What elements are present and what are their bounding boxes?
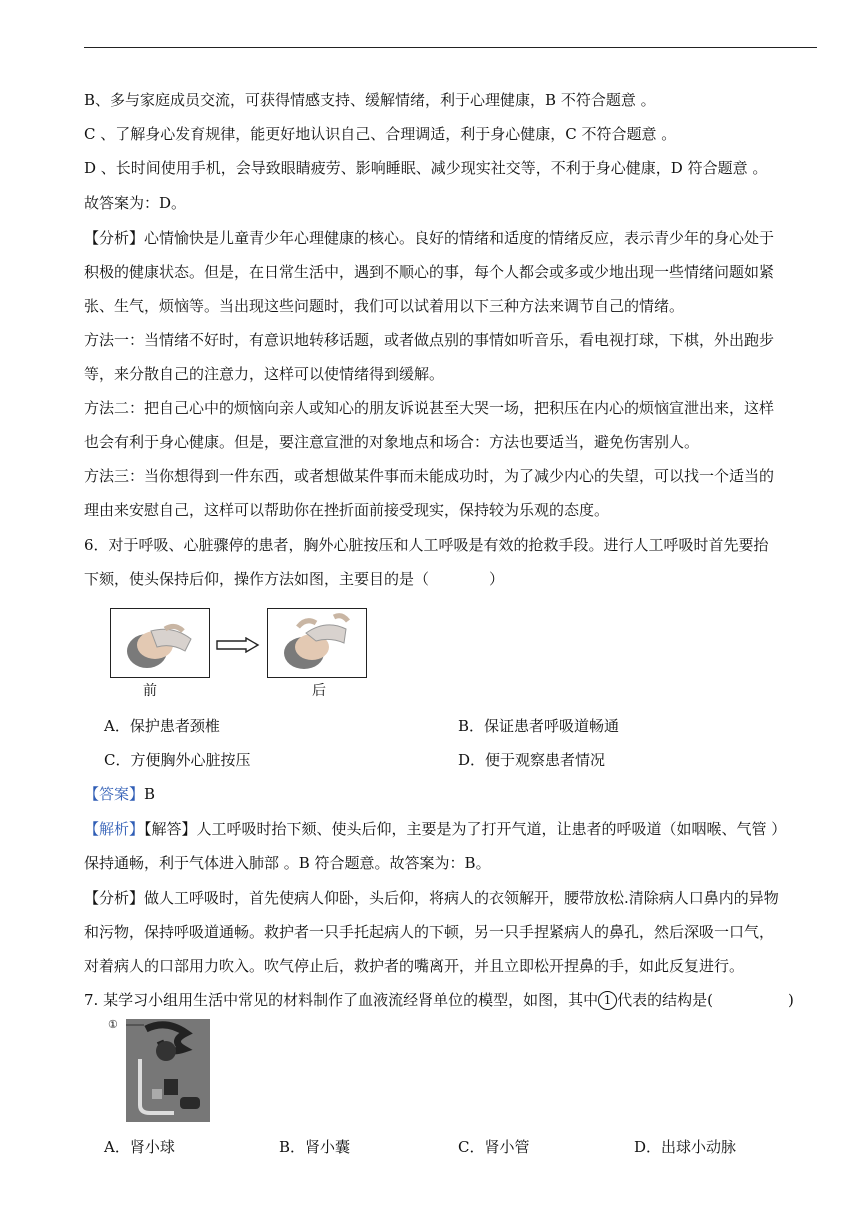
text-line: 等，来分散自己的注意力，这样可以使情绪得到缓解。 <box>84 365 445 383</box>
question-6-stem: 6．对于呼吸、心脏骤停的患者，胸外心脏按压和人工呼吸是有效的抢救手段。进行人工呼吸时首先要抬 <box>84 536 769 554</box>
explanation-line: 【解析】【解答】人工呼吸时抬下颏、使头后仰，主要是为了打开气道，让患者的呼吸道（如咽喉、气管 ） <box>84 820 787 838</box>
text-line: 方法一：当情绪不好时，有意识地转移话题，或者做点别的事情如听音乐，看电视打球，下棋，外出跑步 <box>84 331 775 349</box>
text-line: 也会有利于身心健康。但是，要注意宣泄的对象地点和场合：方法也要适当，避免伤害别人。 <box>84 433 700 451</box>
text-line: D 、长时间使用手机，会导致眼睛疲劳、影响睡眠、减少现实社交等，不利于身心健康，D 符合题意 。 <box>84 159 768 177</box>
text-line: 对着病人的口部用力吹入。吹气停止后，救护者的嘴离开，并且立即松开捏鼻的手，如此反复进行。 <box>84 957 745 975</box>
answer-value: B <box>144 785 156 803</box>
text-line: C 、了解身心发育规律，能更好地认识自己、合理调适，利于身心健康，C 不符合题意 。 <box>84 125 677 143</box>
answer-line <box>84 784 155 804</box>
option-b: B．肾小囊 <box>279 1138 351 1156</box>
text-line: 和污物，保持呼吸道通畅。救护者一只手托起病人的下顿，另一只手捏紧病人的鼻孔，然后深吸一口气， <box>84 923 775 941</box>
text-line: 故答案为：D。 <box>84 194 187 212</box>
option-d: D．便于观察患者情况 <box>458 751 606 769</box>
option-b: B．保证患者呼吸道畅通 <box>458 717 620 735</box>
kidney-model-figure <box>126 1019 210 1122</box>
explanation-tag: 【解析】 <box>84 820 145 838</box>
analysis-paragraph: 【分析】做人工呼吸时，首先使病人仰卧，头后仰，将病人的衣领解开，腰带放松.清除病人口鼻内的异物 <box>84 889 779 907</box>
figure-caption-before: 前 <box>143 683 157 699</box>
option-c: C．方便胸外心脏按压 <box>104 751 251 769</box>
head-tilt-after-illustration <box>268 609 366 677</box>
figure-marker: ① <box>108 1018 118 1031</box>
figure-before <box>110 608 210 678</box>
text-line: 保持通畅，利于气体进入肺部 。B 符合题意。故答案为：B。 <box>84 854 491 872</box>
text-line: 积极的健康状态。但是，在日常生活中，遇到不顺心的事，每个人都会或多或少地出现一些情绪问题如紧 <box>84 263 775 281</box>
text-line: 方法二：把自己心中的烦恼向亲人或知心的朋友诉说甚至大哭一场，把积压在内心的烦恼宣泄出来，这样 <box>84 399 775 417</box>
analysis-tag: 【分析】 <box>84 229 145 247</box>
option-a: A．保护患者颈椎 <box>104 717 220 735</box>
analysis-paragraph: 【分析】心情愉快是儿童青少年心理健康的核心。良好的情绪和适度的情绪反应，表示青少年的身心处于 <box>84 229 775 247</box>
circled-number: 1 <box>598 991 617 1010</box>
option-d: D．出球小动脉 <box>634 1138 737 1156</box>
text-line: 方法三：当你想得到一件东西，或者想做某件事而未能成功时，为了减少内心的失望，可以找一个适当的 <box>84 467 775 485</box>
header-rule <box>84 47 817 48</box>
option-c: C．肾小管 <box>458 1138 530 1156</box>
figure-caption-after: 后 <box>312 683 326 699</box>
nephron-model-illustration <box>126 1019 210 1122</box>
figure-after <box>267 608 367 678</box>
text-line: B、多与家庭成员交流，可获得情感支持、缓解情绪，利于心理健康，B 不符合题意 。 <box>84 91 656 109</box>
arrow-icon <box>216 637 260 657</box>
text-line: 理由来安慰自己，这样可以帮助你在挫折面前接受现实，保持较为乐观的态度。 <box>84 501 610 519</box>
question-7-stem: 7. 某学习小组用生活中常见的材料制作了血液流经肾单位的模型，如图，其中 1 代表的结构是( ) <box>84 991 794 1009</box>
head-tilt-before-illustration <box>111 609 209 677</box>
question-6-stem: 下颏，使头保持后仰，操作方法如图，主要目的是（ ） <box>84 570 505 588</box>
option-a: A．肾小球 <box>104 1138 175 1156</box>
answer-tag: 【答案】 <box>84 785 145 803</box>
text-line: 张、生气，烦恼等。当出现这些问题时，我们可以试着用以下三种方法来调节自己的情绪。 <box>84 297 685 315</box>
